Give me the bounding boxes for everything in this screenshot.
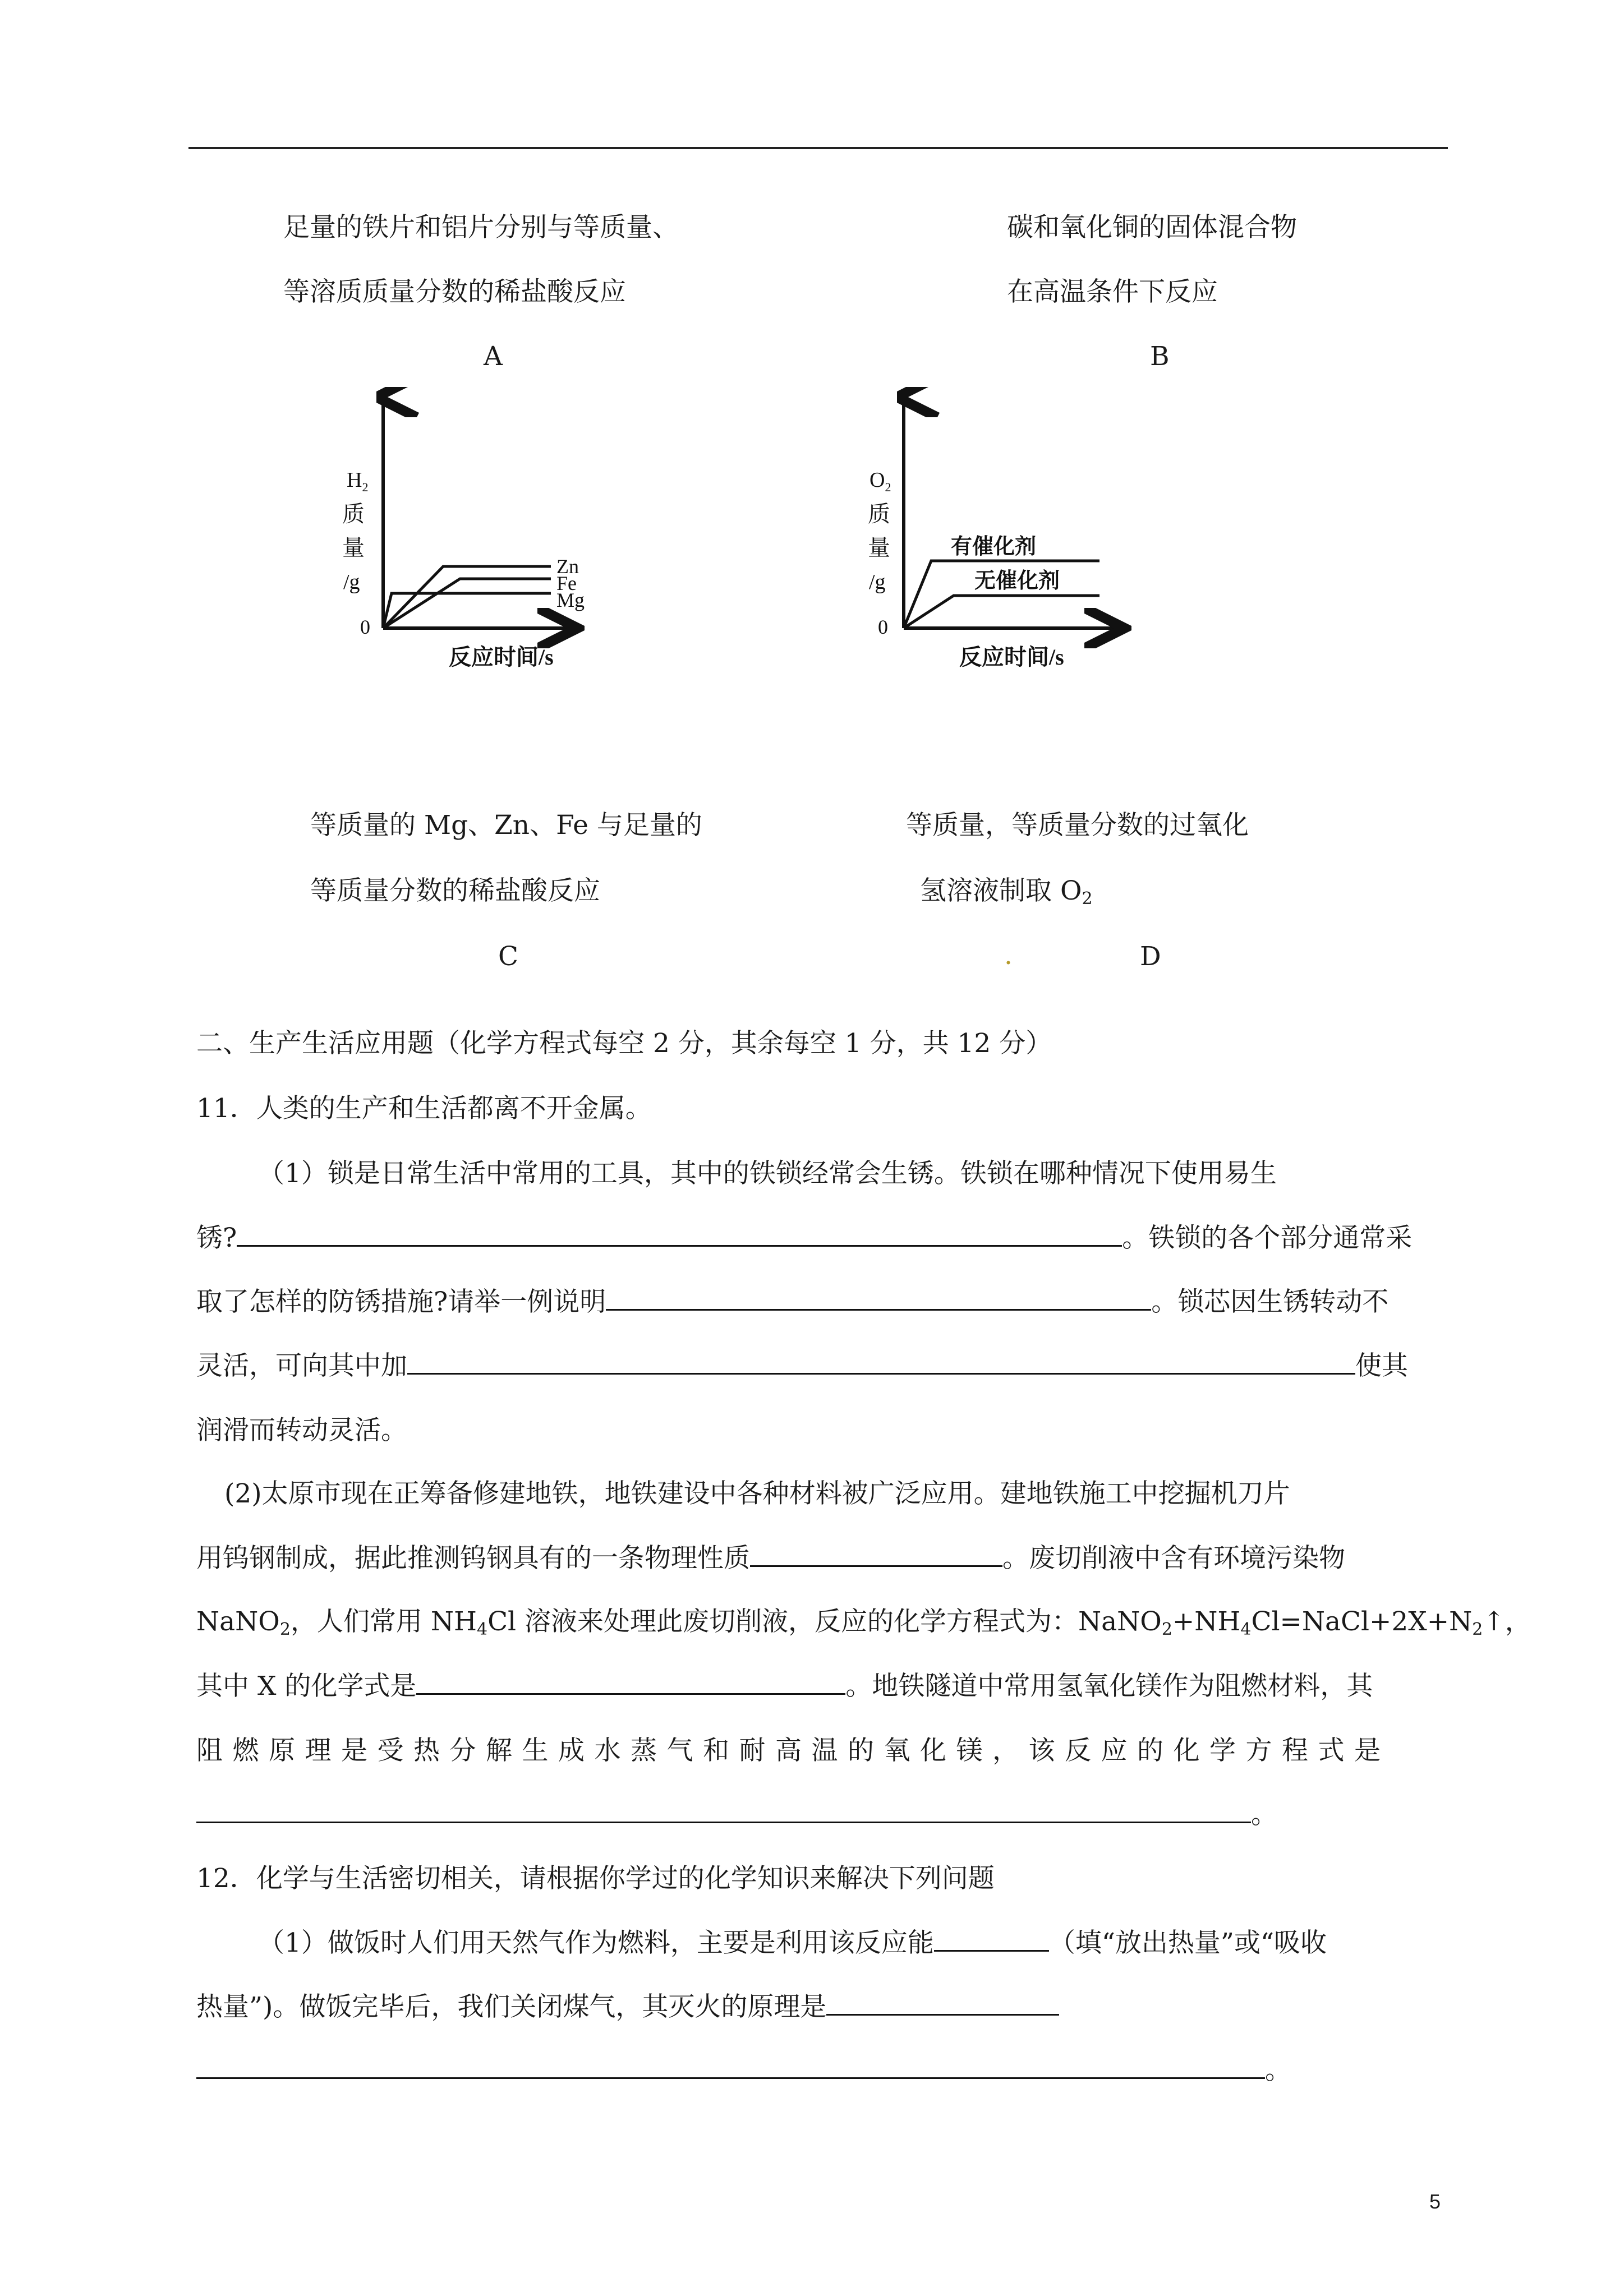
- header-rule: [188, 147, 1448, 149]
- answer-blank-6[interactable]: [196, 1821, 1251, 1823]
- q11-p2-line3: NaNO$_2$，人们常用 $NH_4Cl$ 溶液来处理此废切削液，反应的化学方程式为：$NaNO_2+NH_4Cl=NaCl+2X+N_2↑$，: [196, 1606, 1531, 1639]
- caption-d-line2: 氢溶液制取 $O_2$: [920, 875, 1093, 909]
- q11-p2-line1: (2)太原市现在正筹备修建地铁，地铁建设中各种材料被广泛应用。建地铁施工中挖掘机刀片: [224, 1478, 1290, 1509]
- q11-p1-line5: 润滑而转动灵活。: [196, 1415, 407, 1446]
- q11-p2-line4: 其中 X 的化学式是 。地铁隧道中常用氢氧化镁作为阻燃材料，其: [196, 1671, 1373, 1702]
- q11-p1-line2: 锈? 。铁锁的各个部分通常采: [196, 1223, 1413, 1253]
- label-d: D: [1140, 941, 1161, 972]
- answer-blank-1[interactable]: [237, 1244, 1122, 1247]
- caption-d-line1: 等质量，等质量分数的过氧化: [906, 810, 1249, 841]
- section-heading: 二、生产生活应用题（化学方程式每空 2 分，其余每空 1 分，共 12 分）: [196, 1028, 1052, 1059]
- q11-p2-line6: 。: [196, 1801, 1277, 1828]
- q11-p1-line1: （1）锁是日常生活中常用的工具，其中的铁锁经常会生锈。铁锁在哪种情况下使用易生: [258, 1158, 1277, 1189]
- y-label-top: $O_2$: [869, 468, 891, 494]
- legend-no-catalyst: 无催化剂: [974, 569, 1060, 593]
- answer-blank-3[interactable]: [407, 1372, 1355, 1375]
- label-b: B: [1150, 341, 1170, 372]
- page-number: 5: [1429, 2190, 1441, 2213]
- stray-dot: .: [1004, 940, 1013, 971]
- label-c: C: [498, 941, 518, 972]
- legend-fe: Fe: [556, 572, 577, 594]
- q12-title: 12．化学与生活密切相关，请根据你学过的化学知识来解决下列问题: [196, 1863, 995, 1894]
- legend-catalyst: 有催化剂: [951, 535, 1037, 559]
- origin-label: 0: [878, 616, 888, 638]
- answer-blank-5[interactable]: [416, 1693, 845, 1695]
- graph-hydrogen-mass: [331, 387, 611, 679]
- caption-a-line1: 足量的铁片和铝片分别与等质量、: [283, 212, 679, 243]
- q11-p1-line4: 灵活，可向其中加 使其: [196, 1350, 1408, 1381]
- answer-blank-8[interactable]: [826, 2013, 1059, 2016]
- q12-p1-line3: 。: [196, 2057, 1291, 2083]
- answer-blank-4[interactable]: [750, 1565, 1002, 1567]
- answer-blank-9[interactable]: [196, 2077, 1265, 2079]
- origin-label: 0: [360, 616, 370, 638]
- series-no-catalyst-line: [904, 596, 1099, 628]
- answer-blank-2[interactable]: [606, 1308, 1151, 1311]
- caption-a-line2: 等溶质质量分数的稀盐酸反应: [283, 276, 626, 307]
- y-label-char-1: 质: [868, 501, 890, 527]
- label-a: A: [484, 341, 503, 372]
- y-label-char-1: 质: [342, 501, 365, 527]
- x-axis-label: 反应时间/s: [959, 644, 1064, 670]
- y-label-char-3: /g: [869, 570, 886, 594]
- q11-title: 11．人类的生产和生活都离不开金属。: [196, 1093, 652, 1124]
- x-axis-label: 反应时间/s: [449, 644, 554, 670]
- caption-c-line1: 等质量的 Mg、Zn、Fe 与足量的: [310, 810, 702, 841]
- legend-mg: Mg: [556, 589, 585, 611]
- series-zn-line: [383, 566, 551, 628]
- caption-c-line2: 等质量分数的稀盐酸反应: [310, 875, 600, 906]
- legend-zn: Zn: [556, 555, 579, 578]
- q11-p2-line2: 用钨钢制成，据此推测钨钢具有的一条物理性质 。废切削液中含有环境污染物: [196, 1543, 1345, 1574]
- q11-p2-line5: 阻燃原理是受热分解生成水蒸气和耐高温的氧化镁，该反应的化学方程式是: [196, 1735, 1391, 1766]
- graph-oxygen-mass: [867, 387, 1181, 679]
- caption-b-line1: 碳和氧化铜的固体混合物: [1007, 212, 1297, 243]
- q12-p1-line2: 热量”)。做饭完毕后，我们关闭煤气，其灭火的原理是: [196, 1994, 1059, 2020]
- y-label-char-3: /g: [343, 570, 360, 594]
- y-label-char-2: 量: [868, 535, 890, 560]
- caption-b-line2: 在高温条件下反应: [1007, 276, 1218, 307]
- answer-blank-7[interactable]: [934, 1949, 1049, 1952]
- q12-p1-line1: （1）做饭时人们用天然气作为燃料，主要是利用该反应能 （填“放出热量”或“吸收: [258, 1928, 1327, 1958]
- y-label-char-2: 量: [342, 535, 365, 560]
- y-label-top: $H_2$: [347, 468, 369, 494]
- q11-p1-line3: 取了怎样的防锈措施?请举一例说明 。锁芯因生锈转动不: [196, 1287, 1389, 1317]
